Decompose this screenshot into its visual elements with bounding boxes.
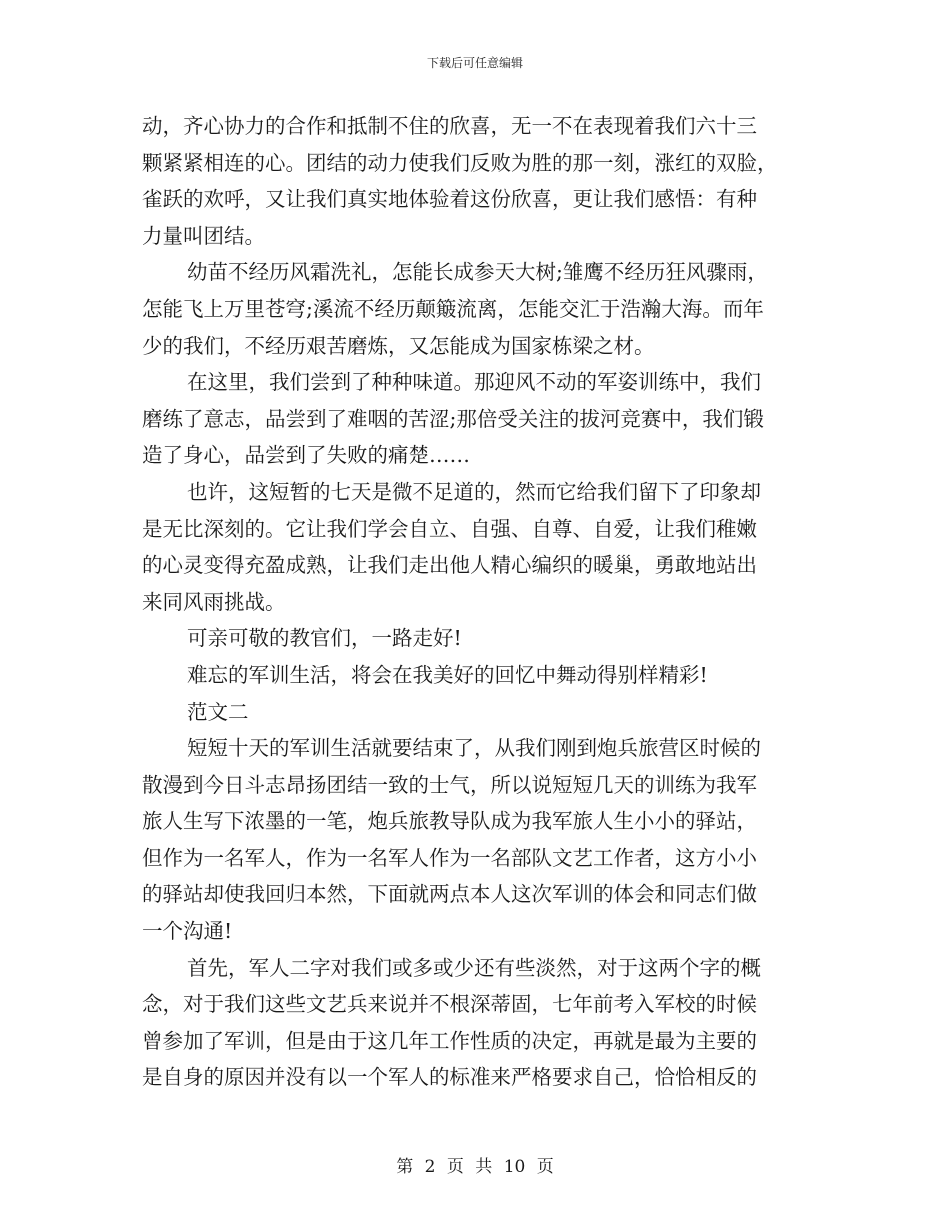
- text-line: 在这里，我们尝到了种种味道。那迎风不动的军姿训练中，我们: [187, 370, 761, 395]
- text-line: 一个沟通!: [142, 919, 233, 944]
- text-line: 磨练了意志，品尝到了难咽的苦涩;那倍受关注的拔河竞赛中，我们锻: [142, 406, 764, 431]
- text-line: 来同风雨挑战。: [142, 589, 286, 614]
- text-line: 旅人生写下浓墨的一笔，炮兵旅教导队成为我军旅人生小小的驿站，: [142, 809, 757, 834]
- text-line: 少的我们，不经历艰苦磨炼，又怎能成为国家栋梁之材。: [142, 333, 655, 358]
- page-footer: 第 2 页 共 10 页: [396, 1157, 554, 1177]
- text-line: 可亲可敬的教官们，一路走好!: [187, 626, 462, 651]
- text-line: 造了身心，品尝到了失败的痛楚……: [142, 443, 470, 468]
- text-line: 怎能飞上万里苍穹;溪流不经历颠簸流离，怎能交汇于浩瀚大海。而年: [142, 296, 764, 321]
- document-body: [142, 108, 807, 1096]
- text-line: 是无比深刻的。它让我们学会自立、自强、自尊、自爱，让我们稚嫩: [142, 516, 757, 541]
- text-line: 雀跃的欢呼，又让我们真实地体验着这份欣喜，更让我们感悟：有种: [142, 187, 757, 212]
- text-line: 是自身的原因并没有以一个军人的标准来严格要求自己，恰恰相反的: [142, 1065, 757, 1090]
- text-line: 力量叫团结。: [142, 223, 265, 248]
- text-line: 的驿站却使我回归本然，下面就两点本人这次军训的体会和同志们做: [142, 882, 757, 907]
- page-header: 下载后可任意编辑: [426, 56, 523, 70]
- text-line: 曾参加了军训，但是由于这几年工作性质的决定，再就是最为主要的: [142, 1028, 757, 1053]
- text-line: 颗紧紧相连的心。团结的动力使我们反败为胜的那一刻，涨红的双脸，: [142, 150, 778, 175]
- text-line: 首先，军人二字对我们或多或少还有些淡然，对于这两个字的概: [187, 955, 761, 980]
- text-line: 难忘的军训生活，将会在我美好的回忆中舞动得别样精彩!: [187, 662, 708, 687]
- text-line: 幼苗不经历风霜洗礼，怎能长成参天大树;雏鹰不经历狂风骤雨，: [187, 260, 768, 285]
- text-line: 但作为一名军人，作为一名军人作为一名部队文艺工作者，这方小小: [142, 845, 757, 870]
- text-line: 的心灵变得充盈成熟，让我们走出他人精心编织的暖巢，勇敢地站出: [142, 553, 757, 578]
- text-line: 也许，这短暂的七天是微不足道的，然而它给我们留下了印象却: [187, 479, 761, 504]
- text-line: 动，齐心协力的合作和抵制不住的欣喜，无一不在表现着我们六十三: [142, 114, 757, 138]
- text-line: 念，对于我们这些文艺兵来说并不根深蒂固，七年前考入军校的时候: [142, 992, 757, 1017]
- text-line: 散漫到今日斗志昂扬团结一致的士气，所以说短短几天的训练为我军: [142, 772, 757, 797]
- text-line: 短短十天的军训生活就要结束了，从我们刚到炮兵旅营区时候的: [187, 736, 761, 761]
- text-line: 范文二: [187, 699, 249, 724]
